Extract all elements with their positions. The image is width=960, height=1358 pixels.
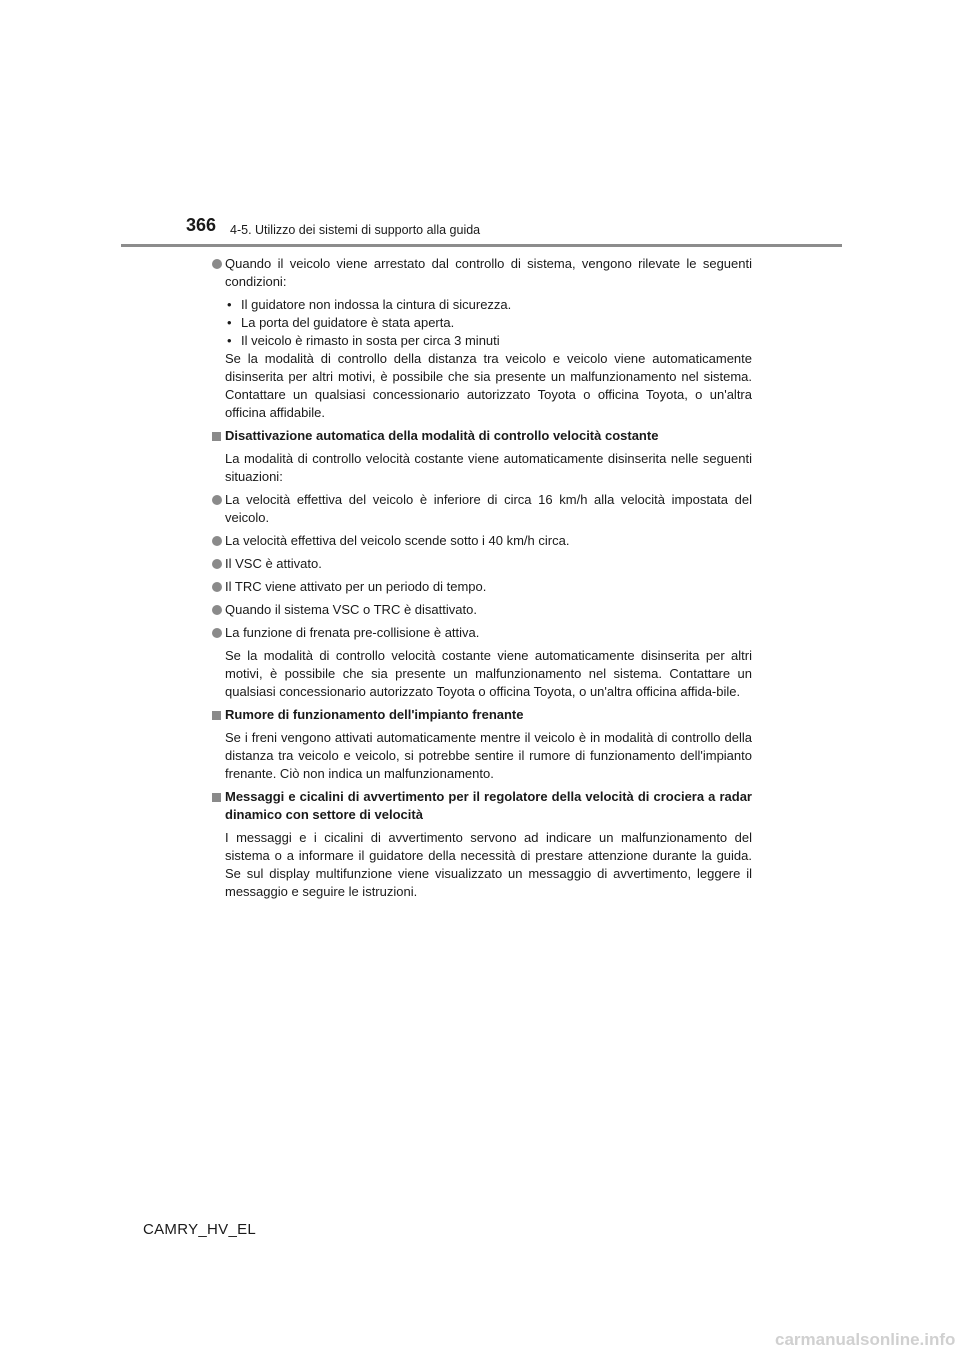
section-title: 4-5. Utilizzo dei sistemi di supporto alla guida bbox=[230, 223, 481, 237]
bullet-dot-icon bbox=[210, 578, 225, 596]
bullet-text: La velocità effettiva del veicolo è inferiore di circa 16 km/h alla velocità impostata del veicolo. bbox=[225, 492, 752, 525]
bullet-dot-icon bbox=[210, 255, 225, 273]
document-code: CAMRY_HV_EL bbox=[143, 1221, 257, 1238]
section-heading bbox=[210, 706, 752, 724]
sub-item-text: La porta del guidatore è stata aperta. bbox=[241, 315, 455, 330]
heading-text: Rumore di funzionamento dell'impianto frenante bbox=[225, 707, 524, 722]
square-bullet-icon bbox=[210, 788, 225, 806]
sub-item bbox=[210, 314, 752, 332]
bullet-dot-icon bbox=[210, 601, 225, 619]
main-content bbox=[210, 255, 752, 906]
paragraph: Se i freni vengono attivati automaticamente mentre il veicolo è in modalità di controllo della distanza tra veicolo e veicolo, si potrebbe sentire il rumore di funzionamento dell'impianto frenante. Ciò non indica un malfunzionamento. bbox=[225, 730, 752, 781]
page-number: 366 bbox=[186, 215, 217, 235]
bullet-item bbox=[210, 532, 752, 550]
bullet-item bbox=[210, 491, 752, 527]
bullet-text: Quando il sistema VSC o TRC è disattivato. bbox=[225, 602, 477, 617]
sub-list bbox=[210, 296, 752, 350]
bullet-text: La velocità effettiva del veicolo scende sotto i 40 km/h circa. bbox=[225, 533, 570, 548]
paragraph: La modalità di controllo velocità costante viene automaticamente disinserita nelle seguenti situazioni: bbox=[225, 451, 752, 484]
paragraph: Se la modalità di controllo velocità costante viene automaticamente disinserita per altri motivi, è possibile che sia presente un malfunzionamento nel sistema. Contattare un qualsiasi concessionario autorizzato Toyota o officina Toyota, o un'altra officina affida-bile. bbox=[225, 648, 752, 699]
bullet-item bbox=[210, 624, 752, 642]
bullet-text: Quando il veicolo viene arrestato dal controllo di sistema, vengono rilevate le seguenti condizioni: bbox=[225, 256, 752, 289]
square-bullet-icon bbox=[210, 706, 225, 724]
watermark: carmanualsonline.info bbox=[775, 1330, 956, 1349]
bullet-dot-icon bbox=[210, 491, 225, 509]
sub-item-text: Il veicolo è rimasto in sosta per circa 3 minuti bbox=[241, 333, 500, 348]
bullet-item bbox=[210, 555, 752, 573]
bullet-text: La funzione di frenata pre-collisione è attiva. bbox=[225, 625, 480, 640]
sub-bullet-icon: • bbox=[227, 315, 232, 330]
sub-bullet-icon: • bbox=[227, 297, 232, 312]
sub-item bbox=[210, 332, 752, 350]
paragraph: I messaggi e i cicalini di avvertimento servono ad indicare un malfunzionamento del sistema o a informare il guidatore della necessità di prestare attenzione durante la guida. Se sul display multifunzione viene visualizzato un messaggio di avvertimento, leggere il messaggio e seguire le istruzioni. bbox=[225, 830, 752, 899]
bullet-dot-icon bbox=[210, 624, 225, 642]
bullet-dot-icon bbox=[210, 555, 225, 573]
heading-text: Disattivazione automatica della modalità di controllo velocità costante bbox=[225, 428, 659, 443]
bullet-dot-icon bbox=[210, 532, 225, 550]
sub-item-text: Il guidatore non indossa la cintura di sicurezza. bbox=[241, 297, 512, 312]
sub-item bbox=[210, 296, 752, 314]
header-rule bbox=[121, 244, 842, 247]
bullet-text: Il TRC viene attivato per un periodo di tempo. bbox=[225, 579, 487, 594]
heading-text: Messaggi e cicalini di avvertimento per il regolatore della velocità di crociera a radar dinamico con settore di velocità bbox=[225, 789, 752, 822]
section-heading bbox=[210, 427, 752, 445]
bullet-text: Il VSC è attivato. bbox=[225, 556, 322, 571]
section-heading bbox=[210, 788, 752, 824]
bullet-item bbox=[210, 255, 752, 291]
bullet-item bbox=[210, 578, 752, 596]
square-bullet-icon bbox=[210, 427, 225, 445]
paragraph: Se la modalità di controllo della distanza tra veicolo e veicolo viene automaticamente disinserita per altri motivi, è possibile che sia presente un malfunzionamento nel sistema. Contattare un qualsiasi concessionario autorizzato Toyota o officina Toyota, o un'altra officina affidabile. bbox=[225, 351, 752, 420]
bullet-item bbox=[210, 601, 752, 619]
sub-bullet-icon: • bbox=[227, 333, 232, 348]
